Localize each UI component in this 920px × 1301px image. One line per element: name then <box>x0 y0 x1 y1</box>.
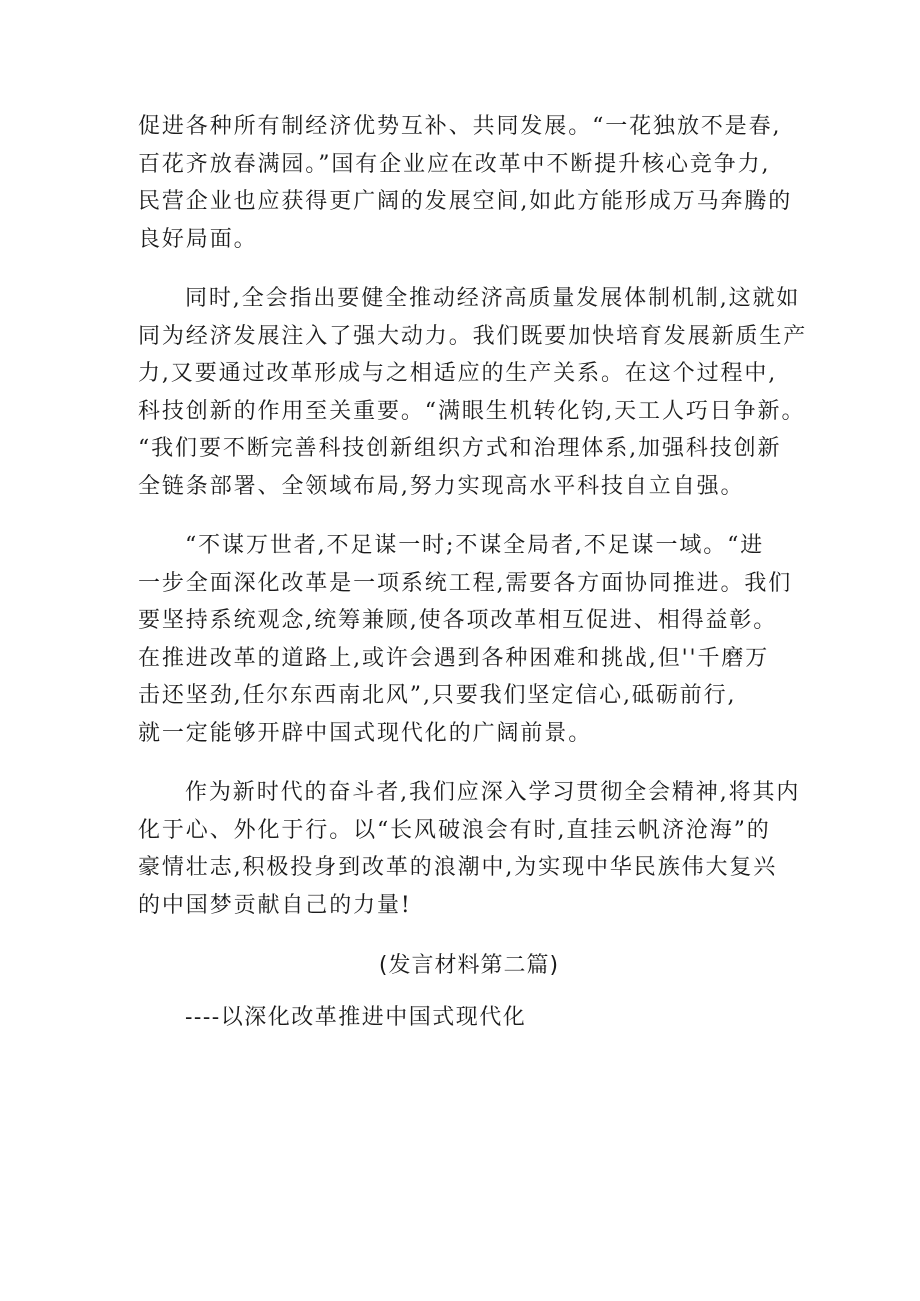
text-line: “不谋万世者,不足谋一时;不谋全局者,不足谋一域。“进 <box>185 533 765 558</box>
paragraph-3 <box>138 527 800 752</box>
text-line: 在推进改革的道路上,或许会遇到各种困难和挑战,但''千磨万 <box>138 645 770 671</box>
text-line: 的中国梦贡献自己的力量! <box>138 892 412 918</box>
text-line: 同时,全会指出要健全推动经济高质量发展体制机制,这就如 <box>185 286 801 311</box>
text-line: 促进各种所有制经济优势互补、共同发展。“一花独放不是春, <box>138 114 782 139</box>
text-line: 一步全面深化改革是一项系统工程,需要各方面协同推进。我们 <box>138 570 793 596</box>
text-line: 科技创新的作用至关重要。“满眼生机转化钧,天工人巧日争新。 <box>138 398 806 424</box>
section-subtitle: ----以深化改革推进中国式现代化 <box>185 1005 527 1030</box>
text-line: 同为经济发展注入了强大动力。我们既要加快培育发展新质生产 <box>138 323 808 349</box>
paragraph-4 <box>138 774 800 924</box>
text-line: 百花齐放春满园。”国有企业应在改革中不断提升核心竞争力, <box>138 151 771 177</box>
text-line: 良好局面。 <box>138 226 258 252</box>
text-line: 作为新时代的奋斗者,我们应深入学习贯彻全会精神,将其内 <box>185 780 801 805</box>
section-heading: (发言材料第二篇) <box>378 953 560 978</box>
text-line: 豪情壮志,积极投身到改革的浪潮中,为实现中华民族伟大复兴 <box>138 855 778 880</box>
paragraph-1 <box>138 108 800 258</box>
text-line: 民营企业也应获得更广阔的发展空间,如此方能形成万马奔腾的 <box>138 189 793 214</box>
paragraph-2 <box>138 280 808 505</box>
text-line: 就一定能够开辟中国式现代化的广阔前景。 <box>138 720 593 746</box>
text-line: 全链条部署、全领域布局,努力实现高水平科技自立自强。 <box>138 473 745 499</box>
text-line: “我们要不断完善科技创新组织方式和治理体系,加强科技创新 <box>138 436 782 461</box>
text-line: 要坚持系统观念,统筹兼顾,使各项改革相互促进、相得益彰。 <box>138 608 778 633</box>
text-line: 力,又要通过改革形成与之相适应的生产关系。在这个过程中, <box>138 361 778 386</box>
document-page <box>138 108 808 1038</box>
text-line: 击还坚劲,任尔东西南北风”,只要我们坚定信心,砥砺前行, <box>138 683 737 708</box>
text-line: 化于心、外化于行。以“长风破浪会有时,直挂云帆济沧海”的 <box>138 817 771 843</box>
